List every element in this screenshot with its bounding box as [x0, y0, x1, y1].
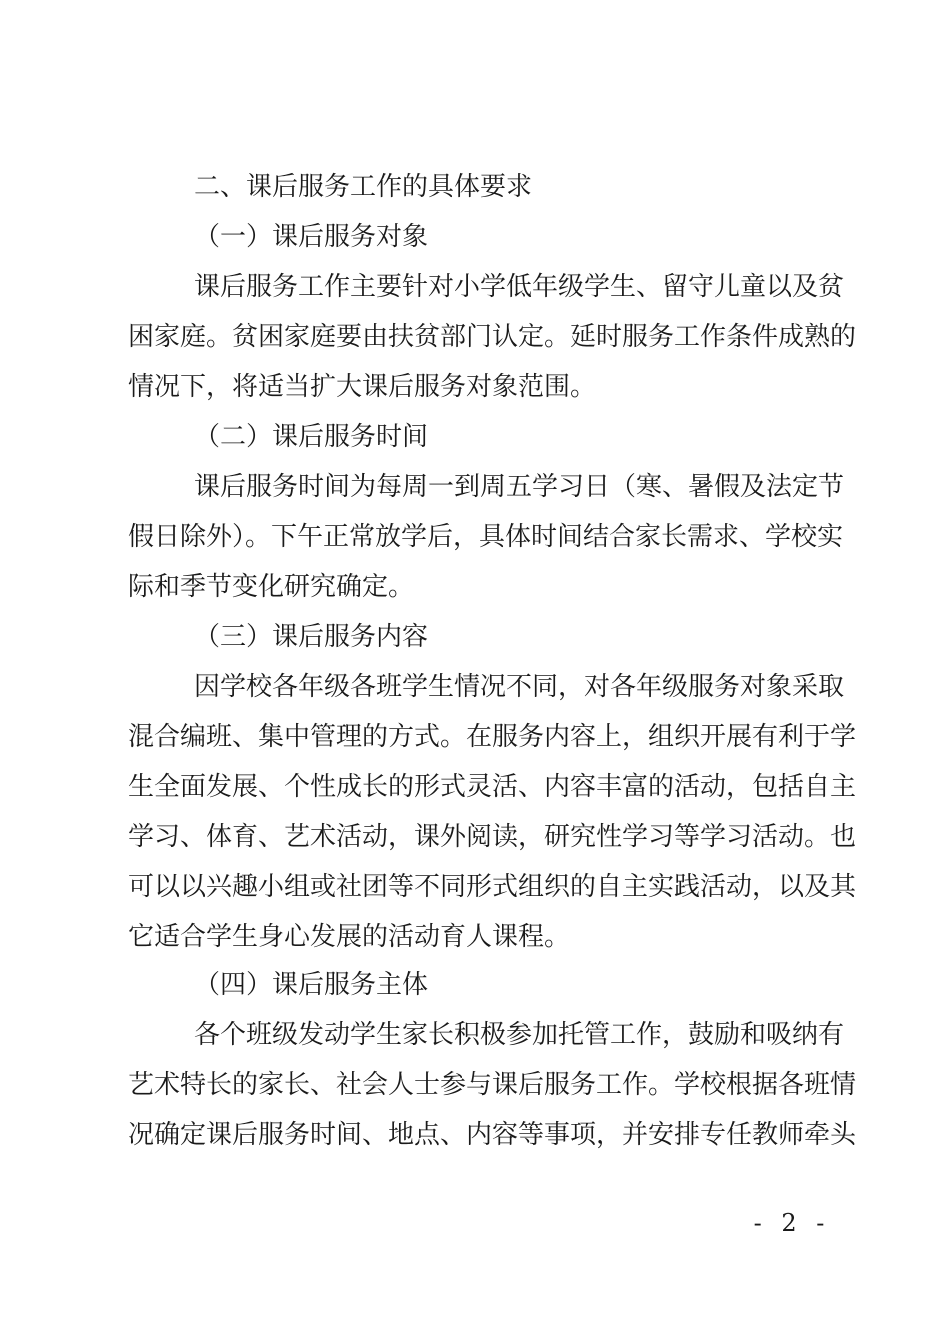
- subsection-heading-4: （四）课后服务主体: [194, 970, 429, 1000]
- paragraph-line: 艺术特长的家长、社会人士参与课后服务工作。学校根据各班情: [128, 1070, 857, 1100]
- paragraph-line: 学习、体育、艺术活动，课外阅读，研究性学习等学习活动。也: [128, 822, 857, 852]
- paragraph-line: 情况下，将适当扩大课后服务对象范围。: [128, 372, 597, 402]
- subsection-heading-1: （一）课后服务对象: [194, 222, 429, 252]
- paragraph-line: 因学校各年级各班学生情况不同，对各年级服务对象采取: [194, 672, 845, 702]
- paragraph-line: 课后服务工作主要针对小学低年级学生、留守儿童以及贫: [194, 272, 845, 302]
- paragraph-line: 困家庭。贫困家庭要由扶贫部门认定。延时服务工作条件成熟的: [128, 322, 857, 352]
- paragraph-line: 假日除外）。下午正常放学后，具体时间结合家长需求、学校实: [128, 522, 844, 552]
- paragraph-line: 课后服务时间为每周一到周五学习日（寒、暑假及法定节: [194, 472, 845, 502]
- paragraph-line: 可以以兴趣小组或社团等不同形式组织的自主实践活动，以及其: [128, 872, 857, 902]
- paragraph-line: 生全面发展、个性成长的形式灵活、内容丰富的活动，包括自主: [128, 772, 857, 802]
- page-number: - 2 -: [753, 1209, 831, 1237]
- subsection-heading-3: （三）课后服务内容: [194, 622, 429, 652]
- paragraph-line: 混合编班、集中管理的方式。在服务内容上，组织开展有利于学: [128, 722, 857, 752]
- paragraph-line: 况确定课后服务时间、地点、内容等事项，并安排专任教师牵头: [128, 1120, 857, 1150]
- section-title: 二、课后服务工作的具体要求: [194, 172, 533, 202]
- paragraph-line: 它适合学生身心发展的活动育人课程。: [128, 922, 571, 952]
- paragraph-line: 际和季节变化研究确定。: [128, 572, 415, 602]
- paragraph-line: 各个班级发动学生家长积极参加托管工作，鼓励和吸纳有: [194, 1020, 845, 1050]
- subsection-heading-2: （二）课后服务时间: [194, 422, 429, 452]
